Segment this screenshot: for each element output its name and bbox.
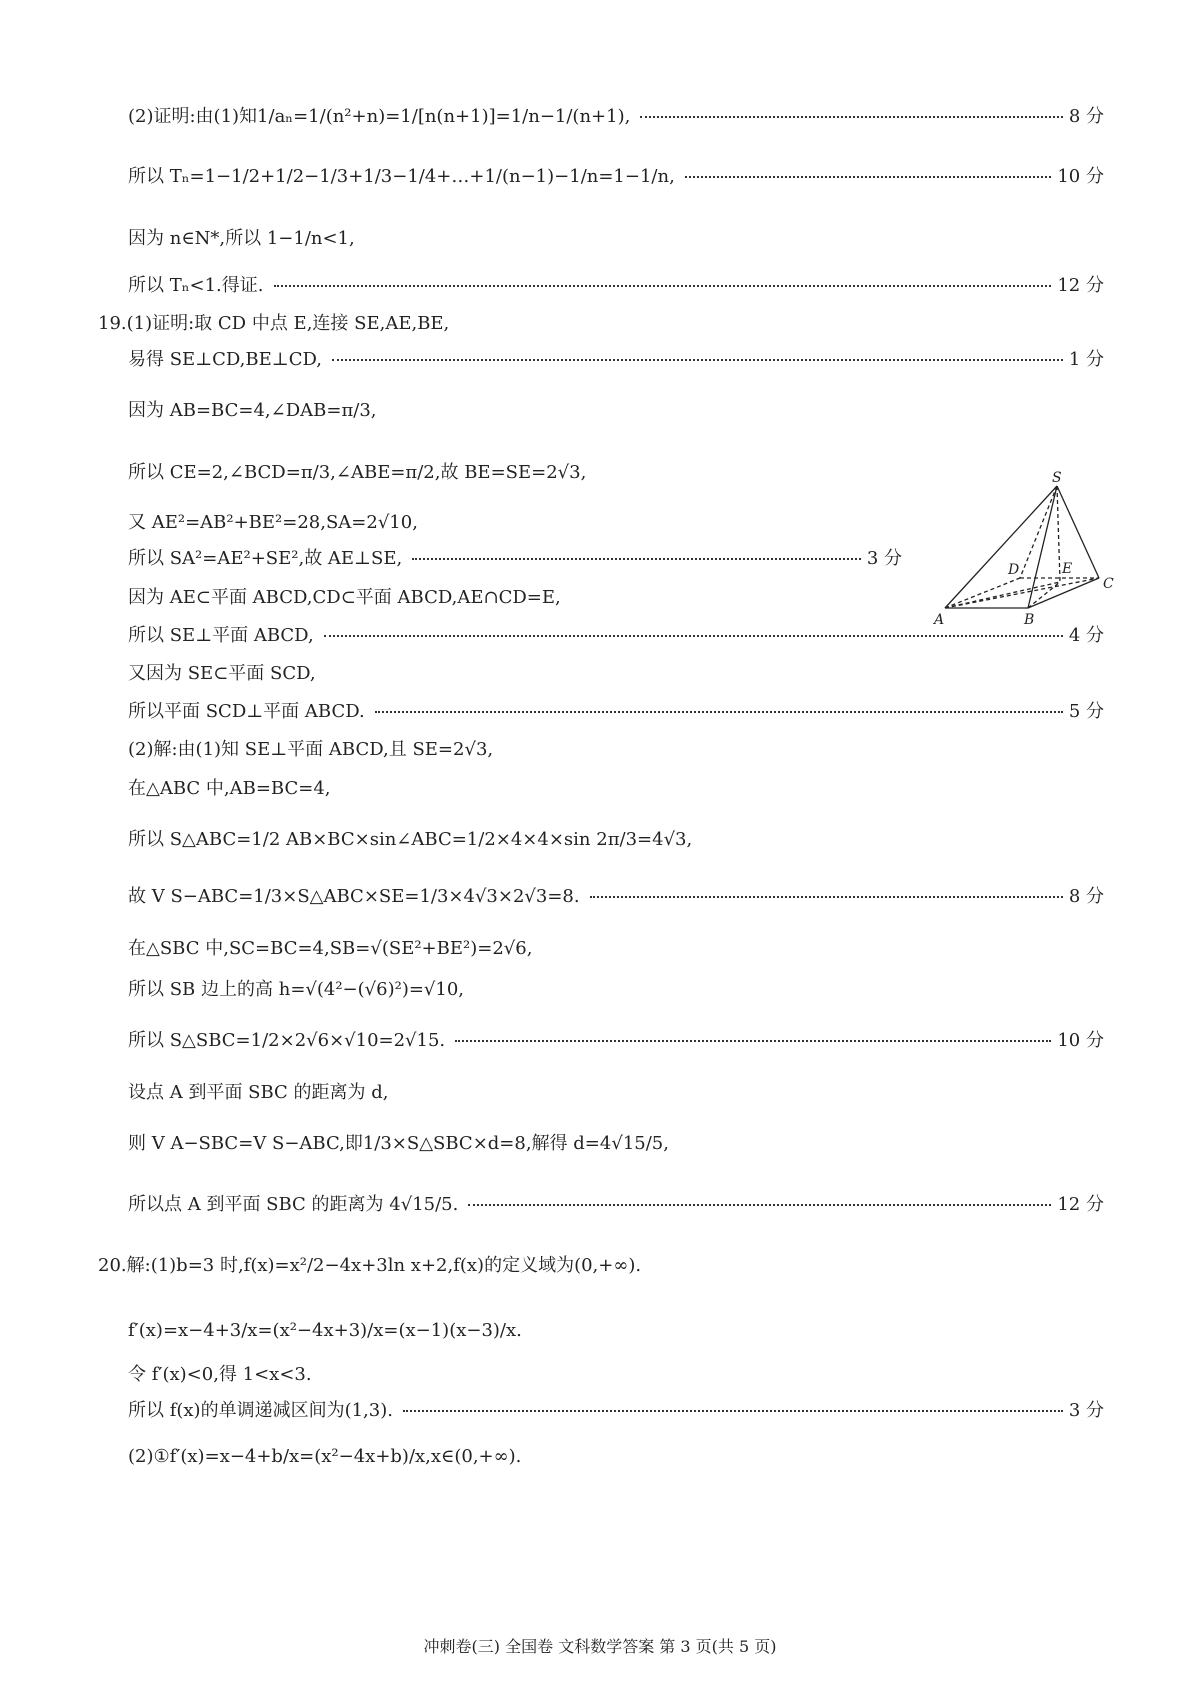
edge-SA [945,486,1057,608]
line-text: 所以 S△ABC=1/2 AB×BC×sin∠ABC=1/2×4×4×sin 2π/3=4√3, [128,829,693,850]
edge-BC [1028,578,1099,608]
line-text: 在△ABC 中,AB=BC=4, [128,778,331,799]
leader-dots [403,1410,1063,1412]
leader-dots [685,176,1052,178]
leader-dots [412,558,861,560]
label-E: E [1062,561,1073,577]
line-text: 故 V S−ABC=1/3×S△ABC×SE=1/3×4√3×2√3=8. [128,886,580,907]
score-label: 10 分 [1057,166,1104,187]
line-19-2-step6 [128,963,1104,1013]
line-text: 又 AE²=AB²+BE²=28,SA=2√10, [128,512,418,533]
line-20-1-step1 [98,1239,1104,1289]
label-S: S [1052,470,1062,486]
line-text: 所以 Tₙ<1.得证. [128,275,264,296]
line-18-2-step3 [128,212,1104,262]
line-text: 所以 CE=2,∠BCD=π/3,∠ABE=π/2,故 BE=SE=2√3, [128,462,587,483]
line-text: f′(x)=x−4+3/x=(x²−4x+3)/x=(x−1)(x−3)/x. [128,1319,522,1341]
line-19-1-step2 [128,384,1104,434]
line-19-2-step3 [128,813,1104,863]
score-label: 12 分 [1057,275,1104,296]
line-text: 所以 SA²=AE²+SE²,故 AE⊥SE, [128,548,403,569]
pyramid-diagram [920,470,1120,630]
line-text: 所以 f(x)的单调递减区间为(1,3). [128,1400,393,1421]
line-text: 易得 SE⊥CD,BE⊥CD, [128,349,322,370]
line-text: 所以 Tₙ=1−1/2+1/2−1/3+1/3−1/4+…+1/(n−1)−1/n=1−1/n, [128,166,675,187]
edge-SE [1057,486,1060,582]
line-20-2-step1 [128,1431,1104,1481]
leader-dots [455,1040,1051,1042]
score-label: 5 分 [1068,701,1104,722]
line-19-2-step4 [128,870,1104,920]
score-label: 3 分 [866,548,902,569]
leader-dots [324,635,1063,637]
score-label: 8 分 [1068,886,1104,907]
line-18-2-step2 [128,150,1104,200]
label-B: B [1024,612,1035,628]
line-text: 因为 AE⊂平面 ABCD,CD⊂平面 ABCD,AE∩CD=E, [128,587,561,608]
line-text: 因为 AB=BC=4,∠DAB=π/3, [128,400,377,421]
label-D: D [1008,562,1020,578]
line-text: 所以 SE⊥平面 ABCD, [128,625,314,646]
line-19-2-step8 [128,1066,1104,1116]
score-label: 12 分 [1057,1194,1104,1215]
label-C: C [1103,576,1114,592]
line-text: (2)解:由(1)知 SE⊥平面 ABCD,且 SE=2√3, [128,739,494,760]
line-text: 又因为 SE⊂平面 SCD, [128,663,316,684]
score-label: 10 分 [1057,1030,1104,1051]
score-label: 4 分 [1068,625,1104,646]
line-19-2-step2 [128,762,1104,812]
pyramid-figure [920,470,1120,630]
line-text: 因为 n∈N*,所以 1−1/n<1, [128,228,355,249]
line-text: 设点 A 到平面 SBC 的距离为 d, [128,1082,389,1103]
line-text: 19.(1)证明:取 CD 中点 E,连接 SE,AE,BE, [98,313,450,334]
line-text: 令 f′(x)<0,得 1<x<3. [128,1364,312,1385]
leader-dots [468,1204,1051,1206]
line-text: 所以 SB 边上的高 h=√(4²−(√6)²)=√10, [128,979,465,1000]
line-text: 所以点 A 到平面 SBC 的距离为 4√15/5. [128,1194,459,1215]
leader-dots [274,285,1052,287]
line-text: (2)①f′(x)=x−4+b/x=(x²−4x+b)/x,x∈(0,+∞). [128,1445,522,1467]
score-label: 8 分 [1068,106,1104,127]
line-text: 所以平面 SCD⊥平面 ABCD. [128,701,365,722]
leader-dots [375,711,1063,713]
line-text: 所以 S△SBC=1/2×2√6×√10=2√15. [128,1030,446,1051]
line-19-1-step1 [128,333,1104,383]
score-label: 1 分 [1068,349,1104,370]
leader-dots [640,116,1063,118]
line-19-2-step7 [128,1014,1104,1064]
label-A: A [934,612,945,628]
line-18-2-step1 [128,90,1104,140]
line-text: 20.解:(1)b=3 时,f(x)=x²/2−4x+3ln x+2,f(x)的定义域为(0,+∞). [98,1255,642,1276]
line-text: 在△SBC 中,SC=BC=4,SB=√(SE²+BE²)=2√6, [128,938,533,959]
page-footer: 冲刺卷(三) 全国卷 文科数学答案 第 3 页(共 5 页) [423,1637,777,1656]
score-label: 3 分 [1068,1400,1104,1421]
line-19-2-step10 [128,1178,1104,1228]
line-text: 则 V A−SBC=V S−ABC,即1/3×S△SBC×d=8,解得 d=4√15/5, [128,1133,669,1154]
leader-dots [590,896,1063,898]
line-20-1-step4 [128,1384,1104,1434]
line-19-2-step9 [128,1117,1104,1167]
line-text: (2)证明:由(1)知1/aₙ=1/(n²+n)=1/[n(n+1)]=1/n−1/(n+1), [128,106,631,127]
leader-dots [332,359,1063,361]
